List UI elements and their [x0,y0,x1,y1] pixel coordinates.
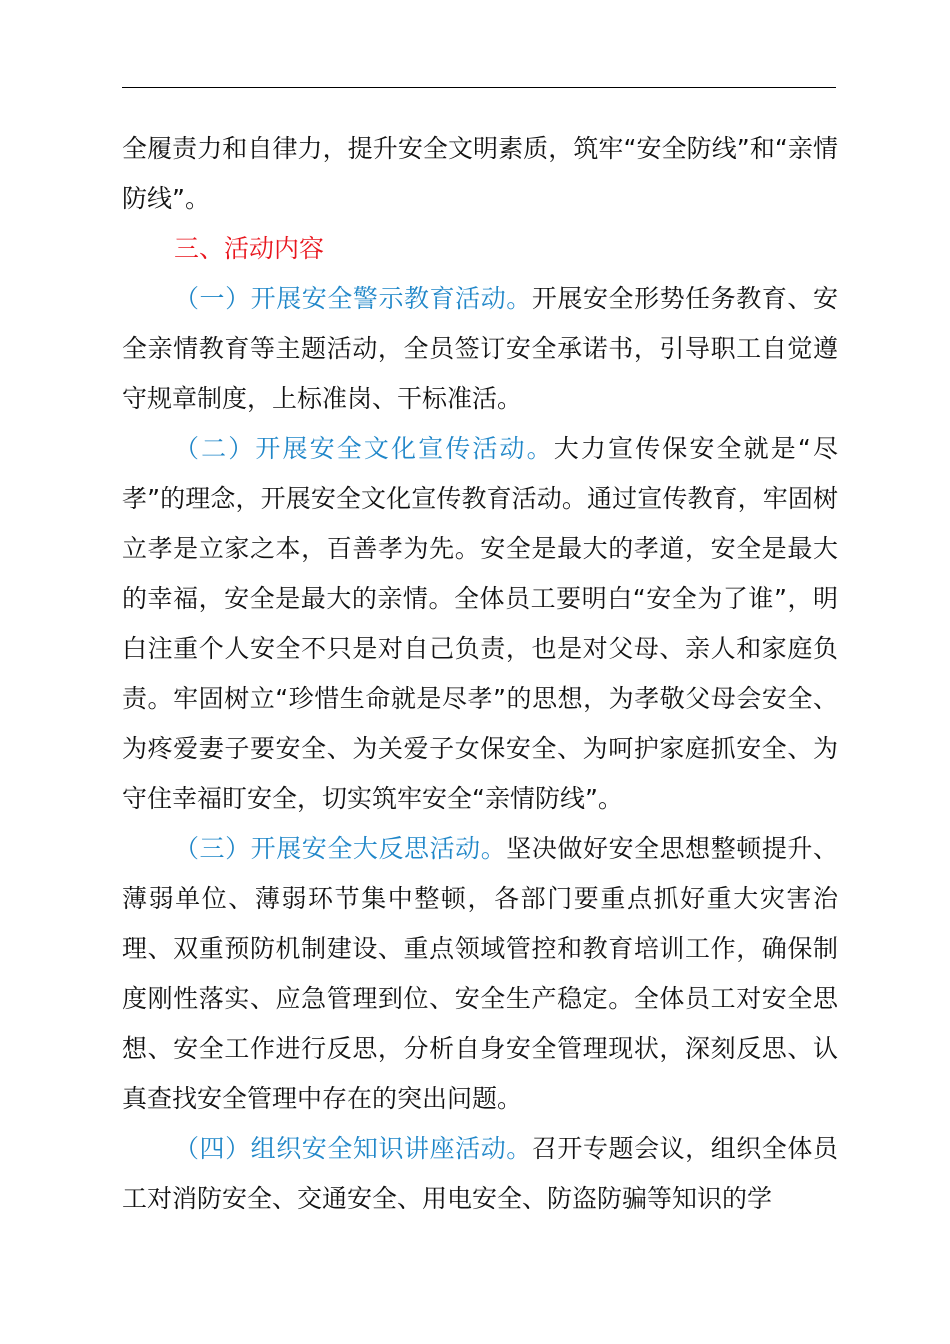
item-heading-2: （二）开展安全文化宣传活动。 [174,434,554,463]
item-body-2: 大力宣传保安全就是“尽孝”的理念，开展安全文化宣传教育活动。通过宣传教育，牢固树立孝是立家之本，百善孝为先。安全是最大的孝道，安全是最大的幸福，安全是最大的亲情。全体员工要明白“安全为了谁”，明白注重个人安全不只是对自己负责，也是对父母、亲人和家庭负责。牢固树立“珍惜生命就是尽孝”的思想，为孝敬父母会安全、为疼爱妻子要安全、为关爱子女保安全、为呵护家庭抓安全、为守住幸福盯安全，切实筑牢安全“亲情防线”。 [122,434,838,813]
item-body-3: 坚决做好安全思想整顿提升、薄弱单位、薄弱环节集中整顿，各部门要重点抓好重大灾害治理、双重预防机制建设、重点领域管控和教育培训工作，确保制度刚性落实、应急管理到位、安全生产稳定。全体员工对安全思想、安全工作进行反思，分析自身安全管理现状，深刻反思、认真查找安全管理中存在的突出问题。 [122,834,838,1113]
item-paragraph-1 [122,274,838,424]
item-heading-1: （一）开展安全警示教育活动。 [174,284,532,313]
item-paragraph-3 [122,824,838,1124]
item-paragraph-2 [122,424,838,824]
section-heading: 三、活动内容 [174,234,325,263]
item-heading-4: （四）组织安全知识讲座活动。 [174,1134,532,1163]
intro-paragraph: 全履责力和自律力，提升安全文明素质，筑牢“安全防线”和“亲情防线”。 [122,134,838,213]
item-paragraph-4 [122,1124,838,1224]
header-rule [122,87,836,88]
item-heading-3: （三）开展安全大反思活动。 [174,834,507,863]
item-body-1: 开展安全形势任务教育、安全亲情教育等主题活动，全员签订安全承诺书，引导职工自觉遵守规章制度，上标准岗、干标准活。 [122,284,838,413]
item-body-4: 召开专题会议，组织全体员工对消防安全、交通安全、用电安全、防盗防骗等知识的学 [122,1134,838,1213]
document-body [122,124,838,1224]
